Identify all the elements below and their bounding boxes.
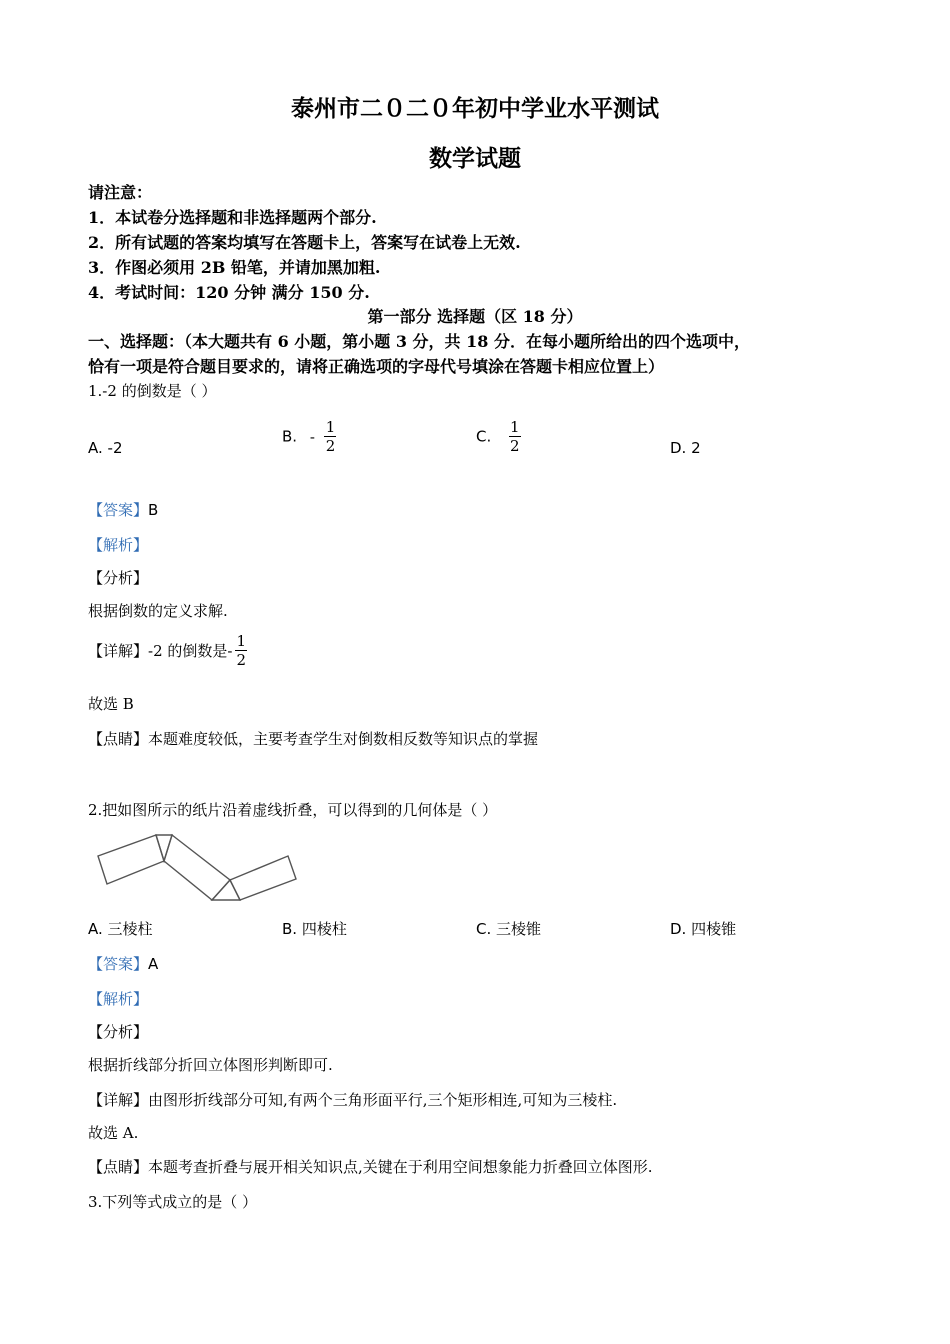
- detail-text: -2 的倒数是-: [148, 642, 233, 660]
- fraction-denominator: 2: [510, 437, 520, 455]
- section-intro: 一、选择题：（本大题共有 6 小题，第小题 3 分，共 18 分．在每小题所给出的四个选项中，: [88, 332, 750, 351]
- net-triangle-bottom: [212, 880, 240, 900]
- answer-tag: 【答案】: [88, 501, 149, 519]
- q1-analysis-tag: 【解析】: [88, 536, 149, 554]
- q1-option-b-fraction: [324, 418, 338, 455]
- q2-choose: 故选 A.: [88, 1124, 139, 1142]
- fraction-denominator: 2: [325, 437, 336, 455]
- fraction-denominator: 2: [236, 651, 247, 669]
- fraction-numerator: 1: [325, 418, 336, 436]
- comment-tag: 【点睛】: [88, 1158, 149, 1176]
- q2-option-a-text: A. 三棱柱: [88, 920, 153, 938]
- answer-tag: 【答案】: [88, 955, 149, 973]
- detail-text: 由图形折线部分可知,有两个三角形面平行,三个矩形相连,可知为三棱柱.: [148, 1091, 618, 1109]
- notice-heading: 请注意：: [88, 183, 153, 202]
- net-rect-left: [98, 835, 164, 884]
- q1-detail: [88, 632, 248, 669]
- section-intro: 恰有一项是符合题目要求的，请将正确选项的字母代号填涂在答题卡相应位置上）: [88, 357, 665, 376]
- q2-option-b-text: B. 四棱柱: [282, 920, 347, 938]
- q2-fenxi: 根据折线部分折回立体图形判断即可.: [88, 1056, 333, 1074]
- q2-option-c-text: C. 三棱锥: [476, 920, 542, 938]
- answer-value: B: [148, 501, 159, 519]
- detail-tag: 【详解】: [88, 1091, 149, 1109]
- q1-option-b-sign: -: [309, 427, 315, 446]
- q1-fenxi-tag: 【分析】: [88, 569, 149, 587]
- notice-item: 1．本试卷分选择题和非选择题两个部分.: [88, 208, 377, 227]
- q2-answer: [88, 953, 158, 974]
- comment-text: 本题难度较低，主要考查学生对倒数相反数等知识点的掌握: [148, 730, 539, 748]
- answer-value: A: [148, 955, 159, 973]
- q2-detail: [88, 1089, 617, 1110]
- q2-option-d: [670, 918, 736, 939]
- q1-option-b-label: B.: [282, 427, 298, 446]
- fraction-numerator: 1: [510, 418, 520, 436]
- q1-option-a: [88, 439, 123, 457]
- net-triangle-top: [156, 835, 172, 861]
- detail-fraction: [234, 632, 248, 669]
- folding-net-figure: [92, 828, 304, 904]
- q2-option-a: [88, 918, 153, 939]
- q1-option-b: [282, 418, 337, 455]
- q2-option-b: [282, 918, 347, 939]
- notice-item: 2．所有试题的答案均填写在答题卡上，答案写在试卷上无效.: [88, 233, 521, 252]
- q2-option-d-text: D. 四棱锥: [670, 920, 737, 938]
- q2-fenxi-tag: 【分析】: [88, 1023, 149, 1041]
- notice-item: 3．作图必须用 2B 铅笔，并请加黑加粗.: [88, 258, 381, 277]
- detail-tag: 【详解】: [88, 642, 149, 660]
- q1-option-d: [670, 439, 701, 457]
- q1-option-c: [476, 418, 522, 455]
- exam-title: 泰州市二０二０年初中学业水平测试: [291, 95, 659, 122]
- q1-option-c-label: C.: [476, 427, 492, 446]
- q2-comment: [88, 1156, 653, 1177]
- q1-choose: 故选 B: [88, 695, 134, 713]
- question-1-stem: 1.-2 的倒数是（ ）: [88, 382, 217, 400]
- q1-option-d-text: D. 2: [670, 439, 701, 457]
- q1-comment: [88, 728, 538, 749]
- net-rect-right: [230, 856, 296, 900]
- q1-option-c-fraction: [508, 418, 522, 455]
- part-heading: 第一部分 选择题（区 18 分）: [367, 307, 583, 326]
- exam-subtitle: 数学试题: [429, 145, 521, 172]
- fraction-numerator: 1: [236, 632, 247, 650]
- notice-item: 4．考试时间：120 分钟 满分 150 分.: [88, 283, 370, 302]
- q2-option-c: [476, 918, 541, 939]
- question-3-stem: 3.下列等式成立的是（ ）: [88, 1193, 258, 1211]
- q2-analysis-tag: 【解析】: [88, 990, 149, 1008]
- q1-option-a-text: A. -2: [88, 439, 123, 457]
- comment-text: 本题考查折叠与展开相关知识点,关键在于利用空间想象能力折叠回立体图形.: [148, 1158, 653, 1176]
- comment-tag: 【点睛】: [88, 730, 149, 748]
- question-2-stem: 2.把如图所示的纸片沿着虚线折叠，可以得到的几何体是（ ）: [88, 801, 498, 819]
- q1-fenxi: 根据倒数的定义求解.: [88, 602, 228, 620]
- q1-answer: [88, 499, 158, 520]
